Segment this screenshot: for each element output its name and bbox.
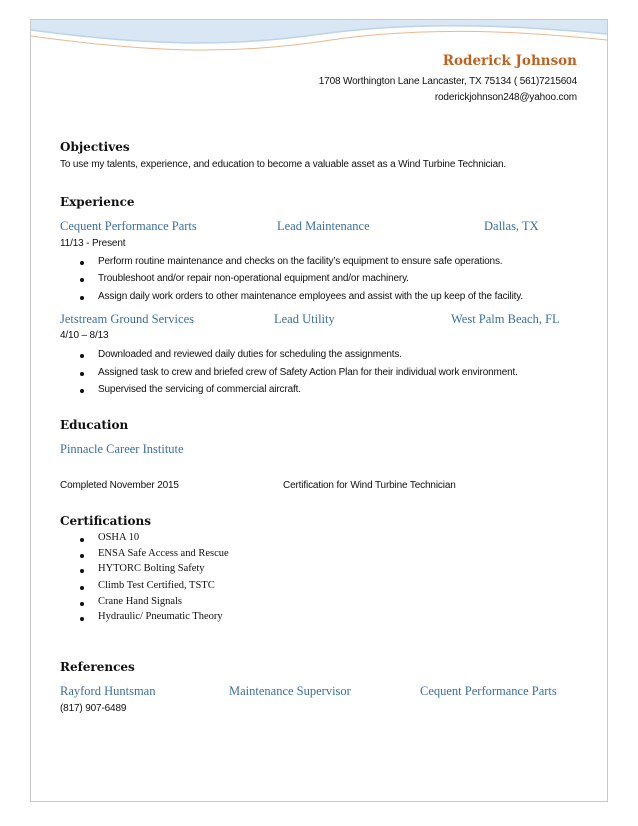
bullet-icon [80,617,84,621]
bullet-icon [80,602,84,606]
job-2-company: Jetstream Ground Services [60,312,194,326]
bullet-icon [80,554,84,558]
job-2-title: Lead Utility [274,312,335,326]
bullet-icon [80,569,84,573]
job-1-location: Dallas, TX [484,219,539,233]
job-2-bullet-2: Assigned task to crew and briefed crew of Safety Action Plan for their individual work environment. [98,367,518,378]
bullet-icon [80,296,84,300]
bullet-icon [80,354,84,358]
job-1-company: Cequent Performance Parts [60,219,197,233]
education-heading: Education [60,418,129,432]
job-1-bullet-1: Perform routine maintenance and checks on the facility’s equipment to ensure safe operations. [98,256,503,267]
bullet-icon [80,586,84,590]
reference-phone: (817) 907-6489 [60,703,127,714]
certifications-heading: Certifications [60,514,152,528]
reference-name: Rayford Huntsman [60,684,156,698]
job-2-dates: 4/10 – 8/13 [60,330,109,341]
certification-item: Climb Test Certified, TSTC [98,580,215,591]
resume-page [30,19,608,802]
job-2-bullet-1: Downloaded and reviewed daily duties for scheduling the assignments. [98,349,402,360]
certification-item: ENSA Safe Access and Rescue [98,548,229,559]
bullet-icon [80,261,84,265]
header-wave-decoration [31,20,607,80]
certification-item: HYTORC Bolting Safety [98,563,205,574]
applicant-name: Roderick Johnson [442,53,577,69]
bullet-icon [80,278,84,282]
job-1-title: Lead Maintenance [277,219,370,233]
job-2-location: West Palm Beach, FL [451,312,560,326]
job-1-bullet-2: Troubleshoot and/or repair non-operational equipment and/or machinery. [98,273,409,284]
reference-company: Cequent Performance Parts [420,684,557,698]
certification-item: Hydraulic/ Pneumatic Theory [98,611,223,622]
certification-item: Crane Hand Signals [98,596,182,607]
education-completed: Completed November 2015 [60,480,179,491]
objectives-heading: Objectives [60,140,130,154]
experience-heading: Experience [60,195,135,209]
objectives-text: To use my talents, experience, and education to become a valuable asset as a Wind Turbine Technician. [60,159,507,170]
applicant-email: roderickjohnson248@yahoo.com [434,92,577,103]
bullet-icon [80,389,84,393]
reference-title: Maintenance Supervisor [229,684,351,698]
education-school: Pinnacle Career Institute [60,442,184,456]
job-1-bullet-3: Assign daily work orders to other maintenance employees and assist with the up keep of the facility. [98,291,524,302]
certification-item: OSHA 10 [98,532,140,543]
education-certification: Certification for Wind Turbine Technician [283,480,456,491]
bullet-icon [80,538,84,542]
applicant-address: 1708 Worthington Lane Lancaster, TX 75134 ( 561)7215604 [318,76,577,87]
job-2-bullet-3: Supervised the servicing of commercial aircraft. [98,384,301,395]
bullet-icon [80,372,84,376]
job-1-dates: 11/13 - Present [60,238,126,249]
references-heading: References [60,660,135,674]
